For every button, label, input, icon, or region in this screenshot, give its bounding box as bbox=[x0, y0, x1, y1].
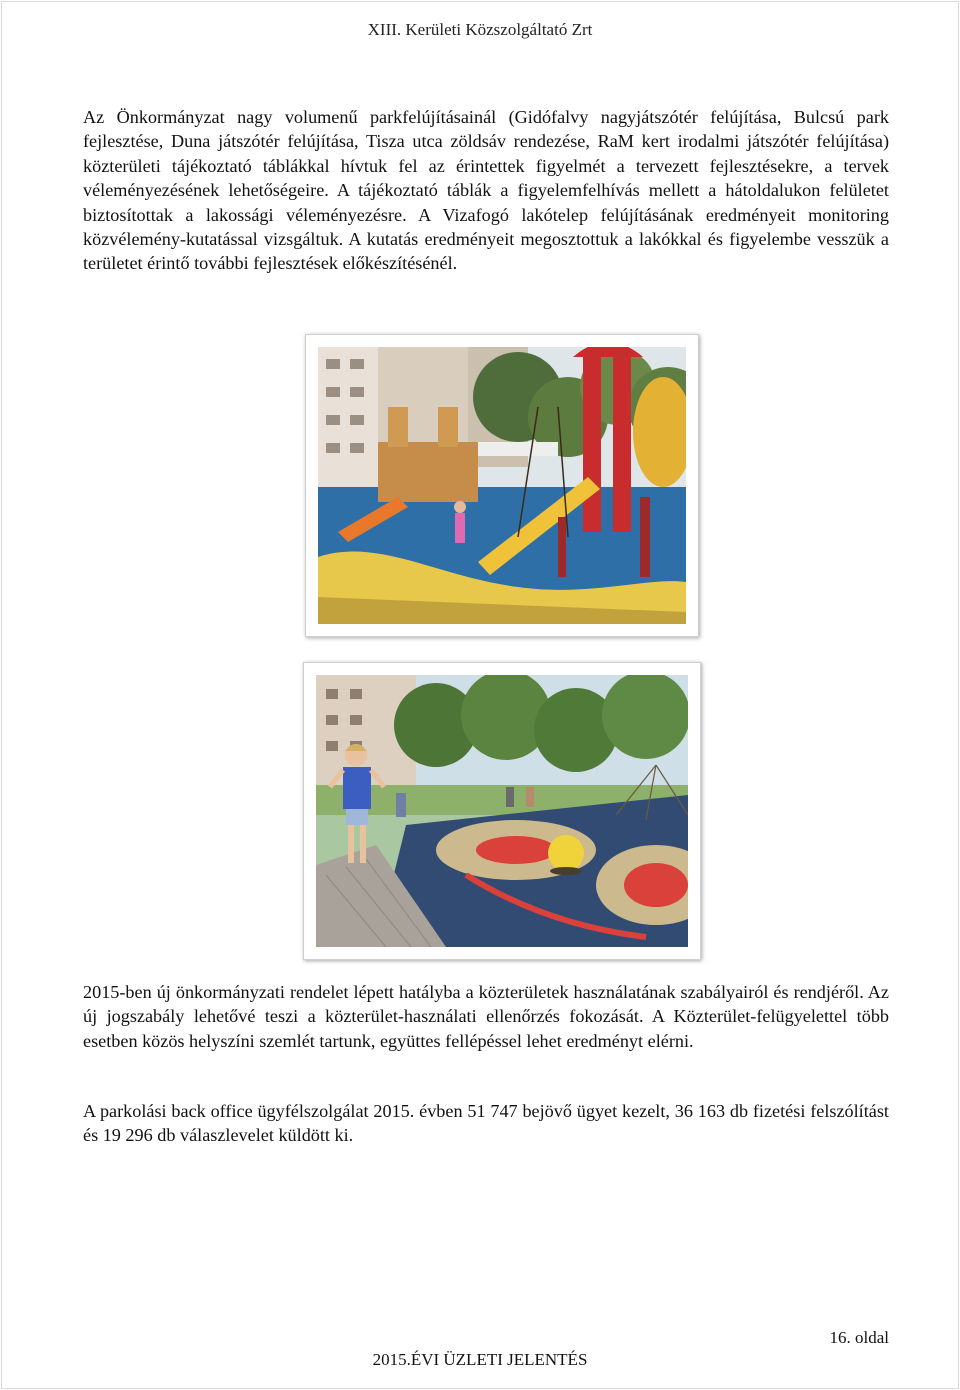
playground-girl-illustration bbox=[316, 675, 688, 947]
page-number: 16. oldal bbox=[829, 1328, 889, 1347]
playground-slides-illustration bbox=[318, 347, 686, 624]
report-footer-title: 2015.ÉVI ÜZLETI JELENTÉS bbox=[372, 1350, 588, 1369]
paragraph-public-space-regulation: 2015-ben új önkormányzati rendelet lépett hatályba a közterületek használatának szabályairól és rendjéről. Az új jogszabály lehetővé teszi a közterület-használati ellenőrzés fokozását. A Közterület-felügyelettel több esetben közös helyszíni szemlét tartunk, együttes fellépéssel lehet eredményt elérni. bbox=[83, 982, 889, 1051]
playground-photo-slides bbox=[305, 334, 699, 637]
paragraph-parking-back-office: A parkolási back office ügyfélszolgálat 2015. évben 51 747 bejövő ügyet kezelt, 36 163 db fizetési felszólítást és 19 296 db válaszlevelet küldött ki. bbox=[83, 1101, 889, 1146]
playground-photo-girl bbox=[303, 662, 701, 960]
paragraph-park-renovations: Az Önkormányzat nagy volumenű parkfelújításainál (Gidófalvy nagyjátszótér felújítása, Bulcsú park fejlesztése, Duna játszótér felújítása, Tisza utca zöldsáv rendezése, RaM kert irodalmi játszótér felújítása) közterületi tájékoztató táblákkal hívtuk fel az érintettek figyelmét a tervezett fejlesztésekre, a tervek véleményezésének lehetőségeire. A tájékoztató táblák a figyelemfelhívás mellett a hátoldalukon felületet biztosítottak a lakossági véleményezésre. A Vizafogó lakótelep felújításának eredményeit monitoring közvélemény-kutatással vizsgáltuk. A kutatás eredményeit megosztottuk a lakókkal és figyelembe vesszük a területet érintő további fejlesztések előkészítésénél. bbox=[83, 107, 889, 274]
page-header: XIII. Kerületi Közszolgáltató Zrt bbox=[367, 20, 593, 39]
